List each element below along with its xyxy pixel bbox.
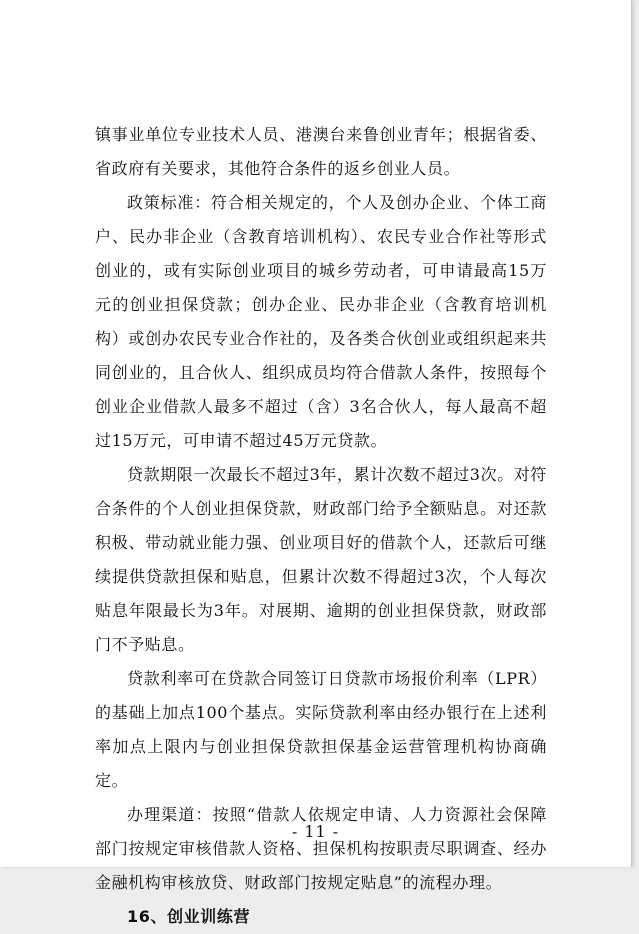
paragraph-eligible-persons: 镇事业单位专业技术人员、港澳台来鲁创业青年；根据省委、省政府有关要求，其他符合条件的返乡创业人员。 <box>95 125 547 178</box>
paragraph-application-channel: 办理渠道：按照“借款人依规定申请、人力资源社会保障部门按规定审核借款人资格、担保机构按职责尽职调查、经办金融机构审核放贷、财政部门按规定贴息”的流程办理。 <box>95 805 547 892</box>
paragraph-loan-term: 贷款期限一次最长不超过3年，累计次数不超过3次。对符合条件的个人创业担保贷款，财政部门给予全额贴息。对还款积极、带动就业能力强、创业项目好的借款个人，还款后可继续提供贷款担保和贴息，但累计次数不得超过3次，个人每次贴息年限最长为3年。对展期、逾期的创业担保贷款，财政部门不予贴息。 <box>95 465 547 654</box>
page-content <box>95 118 547 934</box>
page-number: - 11 - <box>291 822 340 841</box>
paragraph-loan-rate: 贷款利率可在贷款合同签订日贷款市场报价利率（LPR）的基础上加点100个基点。实际贷款利率由经办银行在上述利率加点上限内与创业担保贷款担保基金运营管理机构协商确定。 <box>95 669 547 790</box>
section-heading: 16、创业训练营 <box>127 907 251 926</box>
paragraph-policy-standard: 政策标准：符合相关规定的，个人及创办企业、个体工商户、民办非企业（含教育培训机构）、农民专业合作社等形式创业的，或有实际创业项目的城乡劳动者，可申请最高15万元的创业担保贷款；创办企业、民办非企业（含教育培训机构）或创办农民专业合作社的，及各类合伙创业或组织起来共同创业的，且合伙人、组织成员均符合借款人条件，按照每个创业企业借款人最多不超过（含）3名合伙人，每人最高不超过15万元，可申请不超过45万元贷款。 <box>95 193 547 450</box>
